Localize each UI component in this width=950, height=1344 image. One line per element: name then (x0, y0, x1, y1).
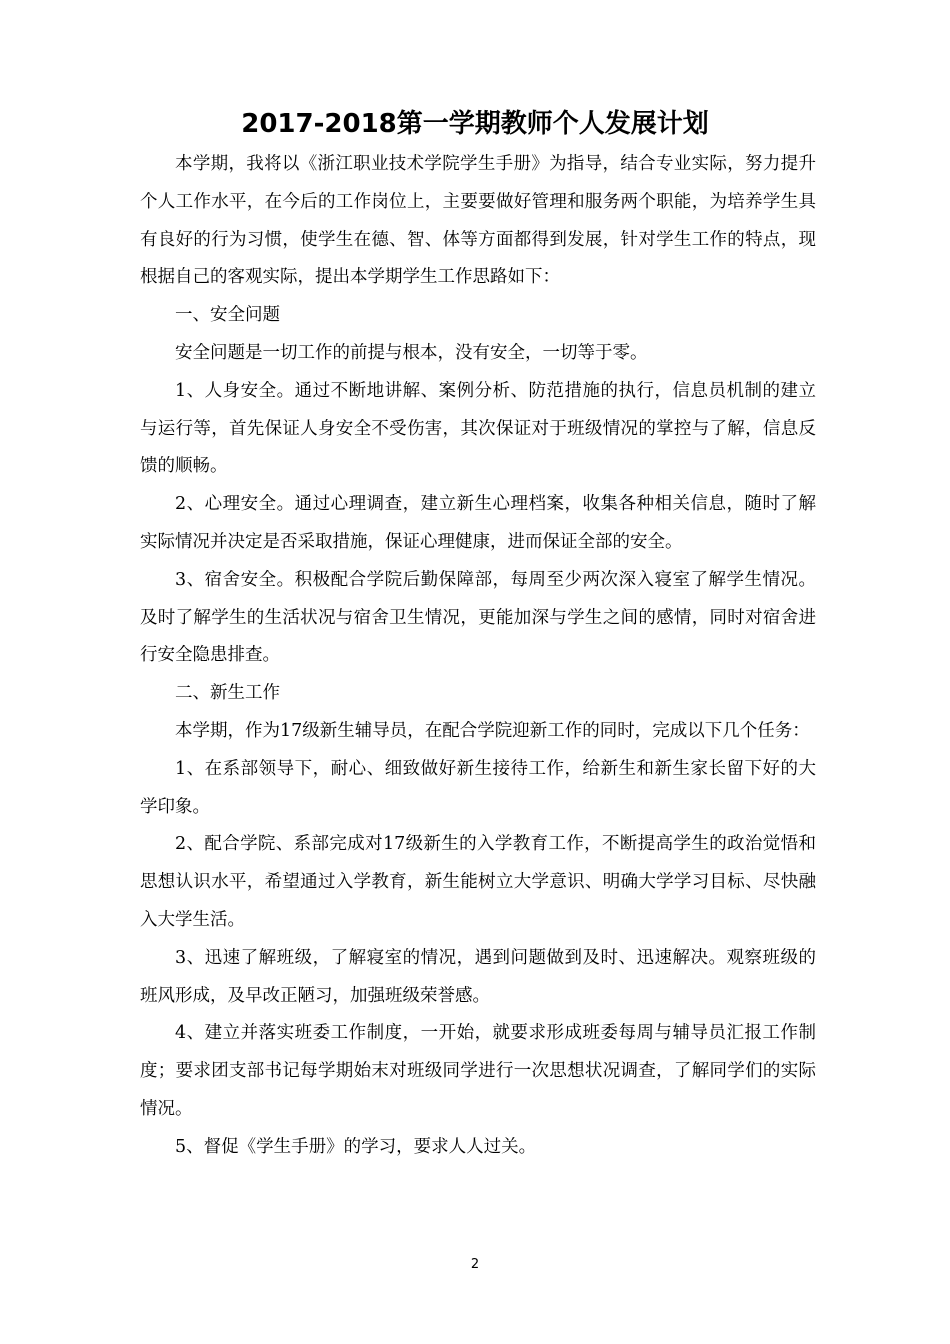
paragraph-personal-safety: 1、人身安全。通过不断地讲解、案例分析、防范措施的执行，信息员机制的建立与运行等，首先保证人身安全不受伤害，其次保证对于班级情况的掌控与了解，信息反馈的顺畅。 (140, 380, 816, 477)
section-heading-safety: 一、安全问题 (175, 305, 280, 326)
paragraph-intro: 本学期，我将以《浙江职业技术学院学生手册》为指导，结合专业实际，努力提升个人工作水平，在今后的工作岗位上，主要要做好管理和服务两个职能，为培养学生具有良好的行为习惯，使学生在德、智、体等方面都得到发展，针对学生工作的特点，现根据自己的客观实际，提出本学期学生工作思路如下： (140, 154, 816, 288)
section-heading-new-students: 二、新生工作 (175, 683, 280, 704)
paragraph-dormitory-safety: 3、宿舍安全。积极配合学院后勤保障部，每周至少两次深入寝室了解学生情况。及时了解学生的生活状况与宿舍卫生情况，更能加深与学生之间的感情，同时对宿舍进行安全隐患排查。 (140, 569, 816, 666)
paragraph-task-4: 4、建立并落实班委工作制度，一开始，就要求形成班委每周与辅导员汇报工作制度；要求团支部书记每学期始末对班级同学进行一次思想状况调查，了解同学们的实际情况。 (140, 1023, 816, 1119)
paragraph-task-5: 5、督促《学生手册》的学习，要求人人过关。 (175, 1136, 537, 1157)
paragraph-task-3: 3、迅速了解班级，了解寝室的情况，遇到问题做到及时、迅速解决。观察班级的班风形成，及早改正陋习，加强班级荣誉感。 (140, 947, 816, 1006)
paragraph-task-1: 1、在系部领导下，耐心、细致做好新生接待工作，给新生和新生家长留下好的大学印象。 (140, 758, 816, 817)
document-body (140, 146, 816, 1167)
paragraph-psychological-safety: 2、心理安全。通过心理调查，建立新生心理档案，收集各种相关信息，随时了解实际情况并决定是否采取措施，保证心理健康，进而保证全部的安全。 (140, 494, 816, 552)
paragraph-safety-intro: 安全问题是一切工作的前提与根本，没有安全，一切等于零。 (175, 342, 648, 363)
page-number: 2 (470, 1257, 480, 1272)
document-title: 2017-2018第一学期教师个人发展计划 (241, 109, 709, 139)
paragraph-task-2: 2、配合学院、系部完成对17级新生的入学教育工作，不断提高学生的政治觉悟和思想认识水平，希望通过入学教育，新生能树立大学意识、明确大学学习目标、尽快融入大学生活。 (140, 834, 816, 930)
paragraph-new-students-intro: 本学期，作为17级新生辅导员，在配合学院迎新工作的同时，完成以下几个任务： (175, 720, 810, 741)
